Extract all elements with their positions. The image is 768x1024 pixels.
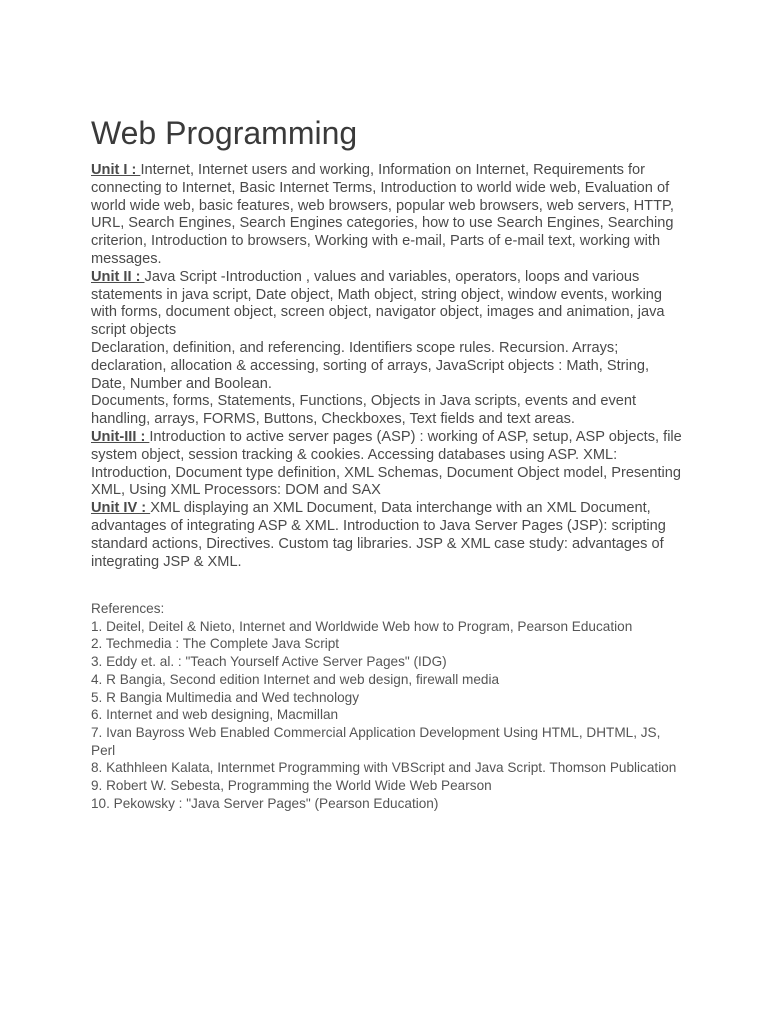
references-heading: References:: [91, 601, 165, 616]
unit-2-label: Unit II :: [91, 268, 145, 285]
reference-item: 5. R Bangia Multimedia and Wed technology: [91, 689, 360, 705]
reference-item: 7. Ivan Bayross Web Enabled Commercial Application Development Using HTML, DHTML, JS, Perl: [91, 724, 661, 758]
reference-item: 4. R Bangia, Second edition Internet and web design, firewall media: [91, 671, 500, 687]
unit-3-text: Introduction to active server pages (ASP) : working of ASP, setup, ASP objects, file system object, session tracking & cookies. Accessing databases using ASP. XML: Introduction, Document type definition, XML Schemas, Document Object model, Presenting XML, Using XML Processors: DOM and SAX: [91, 428, 682, 499]
document-title: Web Programming: [91, 115, 358, 151]
unit-1-text: Internet, Internet users and working, Information on Internet, Requirements for connecting to Internet, Basic Internet Terms, Introduction to world wide web, Evaluation of world wide web, basic features, web browsers, popular web browsers, web servers, HTTP, URL, Search Engines, Search Engines categories, how to use Search Engines, Searching criterion, Introduction to browsers, Working with e-mail, Parts of e-mail text, working with messages.: [91, 162, 674, 267]
unit-4-label: Unit IV :: [91, 500, 151, 517]
unit-1-label: Unit I :: [91, 162, 141, 178]
unit-3-label: Unit-III :: [91, 428, 150, 445]
unit-4-text: XML displaying an XML Document, Data interchange with an XML Document, advantages of integrating ASP & XML. Introduction to Java Server Pages (JSP): scripting standard actions, Directives. Custom tag libraries. JSP & XML case study: advantages of integrating JSP & XML.: [91, 500, 666, 570]
reference-item: 9. Robert W. Sebesta, Programming the World Wide Web Pearson: [91, 778, 492, 794]
reference-item: 1. Deitel, Deitel & Nieto, Internet and Worldwide Web how to Program, Pearson Education: [91, 618, 633, 634]
reference-item: 2. Techmedia : The Complete Java Script: [91, 636, 340, 652]
unit-2-paragraph-3: Documents, forms, Statements, Functions, Objects in Java scripts, events and event handling, arrays, FORMS, Buttons, Checkboxes, Text fields and text areas.: [91, 393, 637, 428]
unit-1-paragraph: [91, 162, 686, 269]
unit-3-paragraph: [91, 429, 686, 500]
reference-item: 10. Pekowsky : "Java Server Pages" (Pearson Education): [91, 795, 439, 811]
unit-2-paragraph: [91, 269, 686, 340]
unit-2-text: Java Script -Introduction , values and variables, operators, loops and various statements in java script, Date object, Math object, string object, window events, working with forms, document object, screen object, navigator object, images and animation, java script objects: [91, 268, 665, 339]
references-list: [91, 618, 681, 813]
reference-item: 3. Eddy et. al. : "Teach Yourself Active Server Pages" (IDG): [91, 654, 447, 670]
references-section: [91, 600, 681, 812]
unit-4-paragraph: [91, 500, 686, 571]
reference-item: 8. Kathhleen Kalata, Internmet Programming with VBScript and Java Script. Thomson Publication: [91, 760, 677, 776]
syllabus-units: [91, 162, 686, 571]
reference-item: 6. Internet and web designing, Macmillan: [91, 707, 339, 723]
unit-2-paragraph-2: Declaration, definition, and referencing. Identifiers scope rules. Recursion. Arrays; declaration, allocation & accessing, sorting of arrays, JavaScript objects : Math, String, Date, Number and Boolean.: [91, 339, 650, 392]
